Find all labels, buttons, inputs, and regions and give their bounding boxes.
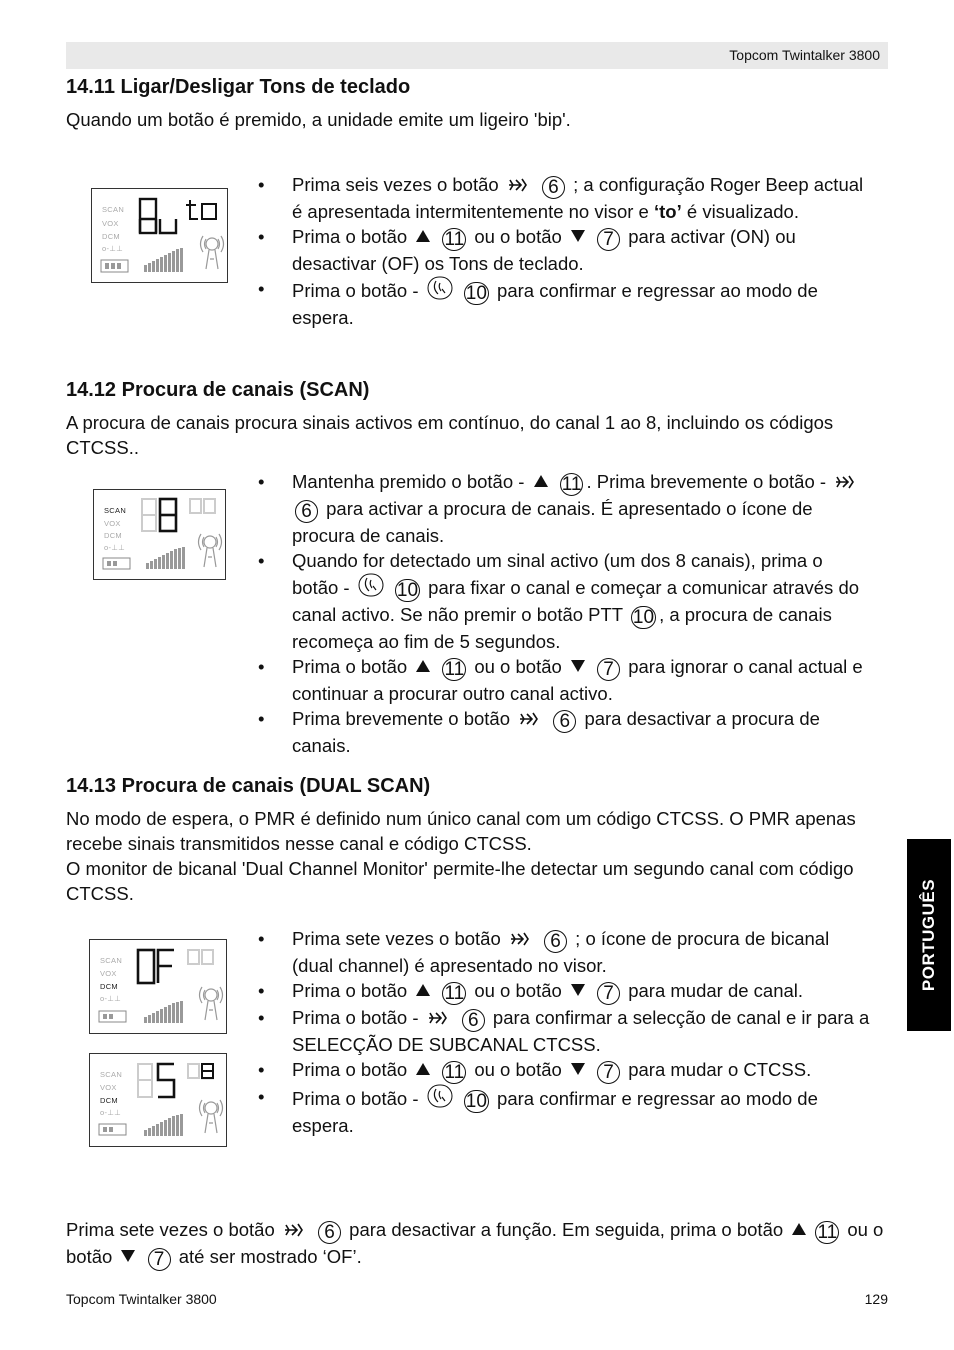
ptt-icon [427,1084,453,1108]
down-arrow-icon [571,230,585,242]
menu-arrow-icon [518,710,542,728]
list-item: • Prima o botão 11 ou o botão 7 para activar (ON) ou desactivar (OF) os Tons de teclado. [258,224,872,276]
section-1412-heading: 14.12 Procura de canais (SCAN) [66,379,370,401]
header-title: Topcom Twintalker 3800 [729,47,880,63]
menu-arrow-icon [427,1009,451,1027]
lcd-dcm-label: DCM [100,1096,118,1105]
menu-arrow-icon [509,930,533,948]
menu-arrow-icon [283,1221,307,1239]
button-number-7: 7 [597,228,620,251]
button-number-6: 6 [544,930,567,953]
lcd-dcm-label: DCM [100,982,118,991]
button-number-11: 11 [444,983,465,1004]
lcd-segments [92,189,229,284]
lcd-segments [90,940,228,1035]
lcd-key-label: o-⊥⊥ [100,994,121,1003]
ptt-icon [427,276,453,300]
section-1413-intro-1: No modo de espera, o PMR é definido num único canal com um código CTCSS. O PMR apenas recebe sinais transmitidos nesse canal e código CTCSS. [66,808,856,854]
list-item: • Prima o botão - 10 para confirmar e regressar ao modo de espera. [258,276,872,330]
header-bar [66,42,888,69]
up-arrow-icon [792,1223,806,1235]
language-tab-label: PORTUGUÊS [919,878,938,992]
lcd-segments [94,490,227,581]
list-item: • Prima brevemente o botão 6 para desactivar a procura de canais. [258,706,872,758]
section-1413-steps [258,926,872,1138]
up-arrow-icon [416,230,430,242]
button-number-10: 10 [396,580,419,601]
lcd-vox-label: VOX [100,969,117,978]
button-number-6: 6 [295,500,318,523]
lcd-vox-label: VOX [100,1083,117,1092]
list-item: • Prima sete vezes o botão 6 ; o ícone de procura de bicanal (dual channel) é apresentado no visor. [258,926,872,978]
up-arrow-icon [534,475,548,487]
list-item: • Prima o botão 11 ou o botão 7 para mudar de canal. [258,978,872,1005]
section-1413-heading: 14.13 Procura de canais (DUAL SCAN) [66,775,431,797]
lcd-key-label: o-⊥⊥ [100,1108,121,1117]
list-item: • Prima o botão - 10 para confirmar e regressar ao modo de espera. [258,1084,872,1138]
lcd-scan-label: SCAN [102,205,125,214]
footer-product: Topcom Twintalker 3800 [66,1291,217,1307]
button-number-11: 11 [444,229,465,250]
button-number-7: 7 [597,982,620,1005]
up-arrow-icon [416,984,430,996]
up-arrow-icon [416,1063,430,1075]
list-item: • Prima seis vezes o botão 6 ; a configuração Roger Beep actual é apresentada intermitentemente no visor e ‘to’ é visualizado. [258,172,872,224]
lcd-scan-label: SCAN [100,1070,123,1079]
lcd-key-label: o-⊥⊥ [102,244,123,253]
lcd-vox-label: VOX [102,219,119,228]
down-arrow-icon [121,1250,135,1262]
lcd-dcm-label: DCM [104,531,122,540]
section-1411-steps [258,172,872,330]
down-arrow-icon [571,984,585,996]
lcd-display-tones [91,188,228,283]
button-number-11: 11 [561,474,582,495]
list-item: • Prima o botão 11 ou o botão 7 para mudar o CTCSS. [258,1057,872,1084]
button-number-10: 10 [465,1091,487,1112]
down-arrow-icon [571,660,585,672]
up-arrow-icon [416,660,430,672]
page-number: 129 [864,1291,888,1307]
menu-arrow-icon [507,176,531,194]
lcd-scan-label: SCAN [104,506,127,515]
ptt-icon [358,573,384,597]
button-number-6: 6 [553,710,576,733]
section-1413-outro: Prima sete vezes o botão 6 para desactivar a função. Em seguida, prima o botão 11 ou o botão 7 até ser mostrado ‘OF’. [66,1219,884,1270]
list-item: • Prima o botão - 6 para confirmar a selecção de canal e ir para a SELECÇÃO DE SUBCANAL CTCSS. [258,1005,872,1057]
lcd-segments [90,1054,228,1148]
lcd-dcm-label: DCM [102,232,120,241]
button-number-11: 11 [444,659,465,680]
button-number-6: 6 [318,1221,341,1244]
lcd-display-dual-channel [89,939,227,1034]
list-item: • Prima o botão 11 ou o botão 7 para ignorar o canal actual e continuar a procurar outro canal activo. [258,654,872,706]
button-number-7: 7 [148,1248,171,1271]
section-1411-intro: Quando um botão é premido, a unidade emite um ligeiro 'bip'. [66,109,571,130]
list-item: • Quando for detectado um sinal activo (um dos 8 canais), prima o botão - 10 para fixar o canal e começar a comunicar através do canal activo. Se não premir o botão PTT 10 , a procura de canais recomeça ao fim de 5 segundos. [258,548,872,654]
lcd-display-ctcss [89,1053,227,1147]
menu-arrow-icon [834,473,858,491]
language-tab [907,839,951,1031]
section-1413-intro-2: O monitor de bicanal 'Dual Channel Monitor' permite-lhe detectar um segundo canal com código CTCSS. [66,858,854,904]
button-number-11: 11 [444,1062,465,1083]
section-1411-heading: 14.11 Ligar/Desligar Tons de teclado [66,76,411,98]
section-1412-steps [258,469,872,758]
down-arrow-icon [571,1063,585,1075]
button-number-6: 6 [462,1009,485,1032]
button-number-7: 7 [597,1061,620,1084]
section-1412-intro: A procura de canais procura sinais activos em contínuo, do canal 1 ao 8, incluindo os códigos CTCSS.. [66,412,834,458]
button-number-6: 6 [542,176,565,199]
button-number-10: 10 [632,607,655,628]
lcd-key-label: o-⊥⊥ [104,543,125,552]
button-number-10: 10 [465,283,487,304]
lcd-display-scan [93,489,226,580]
lcd-scan-label: SCAN [100,956,123,965]
button-number-11: 11 [817,1222,838,1243]
lcd-vox-label: VOX [104,519,121,528]
button-number-7: 7 [597,658,620,681]
list-item: • Mantenha premido o botão - 11 . Prima brevemente o botão - 6 para activar a procura de canais. É apresentado o ícone de procura de canais. [258,469,872,548]
